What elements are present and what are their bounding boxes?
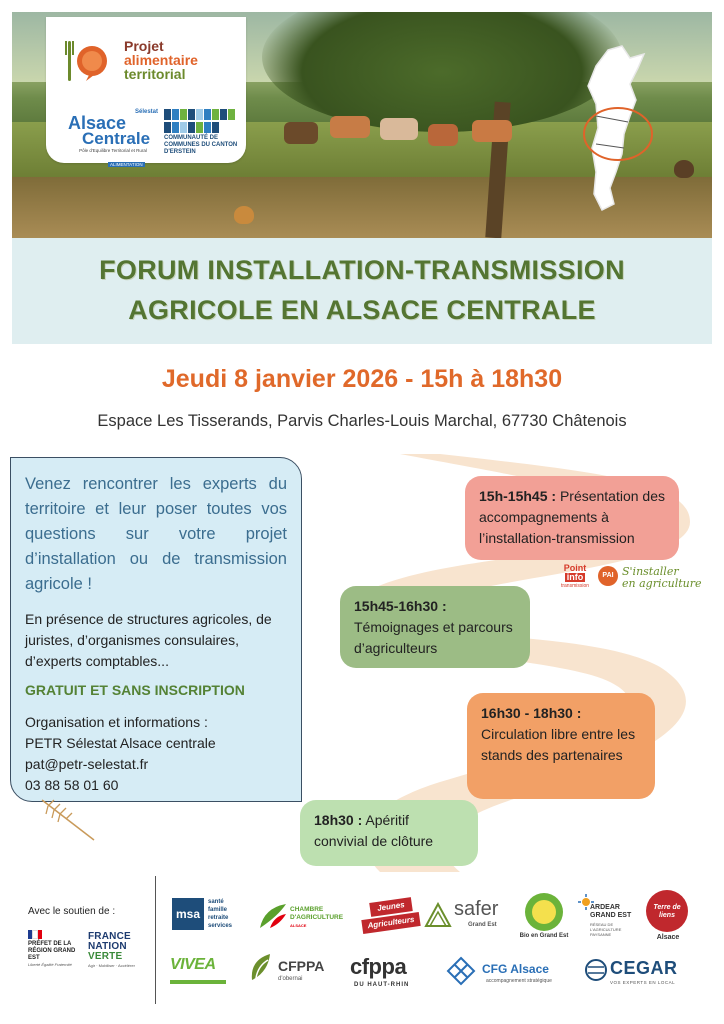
sinstaller-logo: S'installer en agriculture [622,565,702,590]
alsace-map-icon [578,44,664,212]
safer-mountain-icon [424,902,452,928]
jeunes-agriculteurs-logo: Jeunes Agriculteurs [362,898,420,936]
point-info-logo: Point info transmission [560,563,590,589]
org-email[interactable]: pat@petr-selestat.fr [25,756,149,772]
cegar-logo: CEGAR VOS EXPERTS EN LOCAL [584,956,684,990]
terre-de-liens-logo: Terre de liens Alsace [646,890,690,946]
cfppa-haut-rhin-logo: cfppa DU HAUT-RHIN [350,954,410,988]
slot-text: Témoignages et parcours d’agriculteurs [354,619,513,656]
schedule-slot-4 [300,800,478,866]
slot-time: 15h45-16h30 : [354,598,447,614]
safer-logo: safer Grand Est [424,898,510,934]
pat-plate-icon [64,39,108,83]
event-date: Jeudi 8 janvier 2026 - 15h à 18h30 [161,365,563,393]
org-title: Organisation et informations : [25,714,208,730]
org-name: PETR Sélestat Alsace centrale [25,735,216,751]
title-line-1: FORUM INSTALLATION-TRANSMISSION [99,255,625,285]
bio-grand-est-logo: Bio en Grand Est [518,893,570,945]
slot-time: 15h-15h45 : [479,488,557,504]
schedule-slot-1 [465,476,679,560]
alsace-centrale-logo: Sélestat Alsace Centrale Pôle d'Equilibre Territorial et Rural ALIMENTATION [68,109,158,167]
cegar-globe-icon [584,958,608,982]
cfg-alsace-logo: CFG Alsace accompagnement stratégique [446,956,564,990]
info-presence: En présence de structures agricoles, de juristes, d’organismes consulaires, d’experts comptables... [25,611,272,669]
page-title [0,250,724,330]
cfg-knot-icon [446,956,476,986]
cfppa-obernai-logo: CFPPA d'obernai [248,952,332,992]
vivea-logo: VIVEA [170,954,228,988]
pai-badge-icon: PAI [598,566,618,586]
info-free: GRATUIT ET SANS INSCRIPTION [25,682,245,698]
cc-erstein-logo: COMMUNAUTÉ DE COMMUNES DU CANTON D'ERSTEIN [164,109,238,156]
slot-time: 18h30 : [314,812,363,828]
info-box [10,457,302,802]
title-line-2: AGRICOLE EN ALSACE CENTRALE [128,295,596,325]
event-place: Espace Les Tisserands, Parvis Charles-Louis Marchal, 67730 Châtenois [97,412,627,430]
chambre-agriculture-logo: CHAMBRE D'AGRICULTURE ALSACE [258,900,350,934]
support-label: Avec le soutien de : [28,906,116,917]
info-lead: Venez rencontrer les experts du territoire et leur poser toutes vos questions sur votre projet d’installation ou de transmission agricole ! [25,475,287,593]
pat-logo-text: Projet alimentaire territorial [124,38,198,82]
slot-text: Présentation des accompagnements à l’installation-transmission [479,488,666,546]
slot-time: 16h30 - 18h30 : [481,705,582,721]
prefet-logo: PRÉFET DE LA RÉGION GRAND EST Liberté Égalité Fraternité [28,930,84,967]
msa-logo: msa santé famille retraite services [172,896,246,936]
cfppa-leaf-icon [248,952,274,982]
slot-text: Circulation libre entre les stands des partenaires [481,726,636,763]
chambre-leaf-icon [258,902,288,930]
ardear-logo: ARDEAR GRAND EST RÉSEAU DE L'AGRICULTURE PAYSANNE [578,894,642,940]
wheat-icon [38,796,98,842]
info-organisation [25,712,287,796]
slot-text: Apéritif convivial de clôture [314,812,434,849]
org-phone[interactable]: 03 88 58 01 60 [25,777,119,793]
footer-divider [155,876,156,1004]
schedule-slot-3 [467,693,655,799]
france-nation-verte-logo: FRANCE NATION VERTE Agir · Mobiliser · Accélérer [88,931,135,968]
partner-logo-card [46,17,246,167]
schedule-slot-2 [340,586,530,668]
